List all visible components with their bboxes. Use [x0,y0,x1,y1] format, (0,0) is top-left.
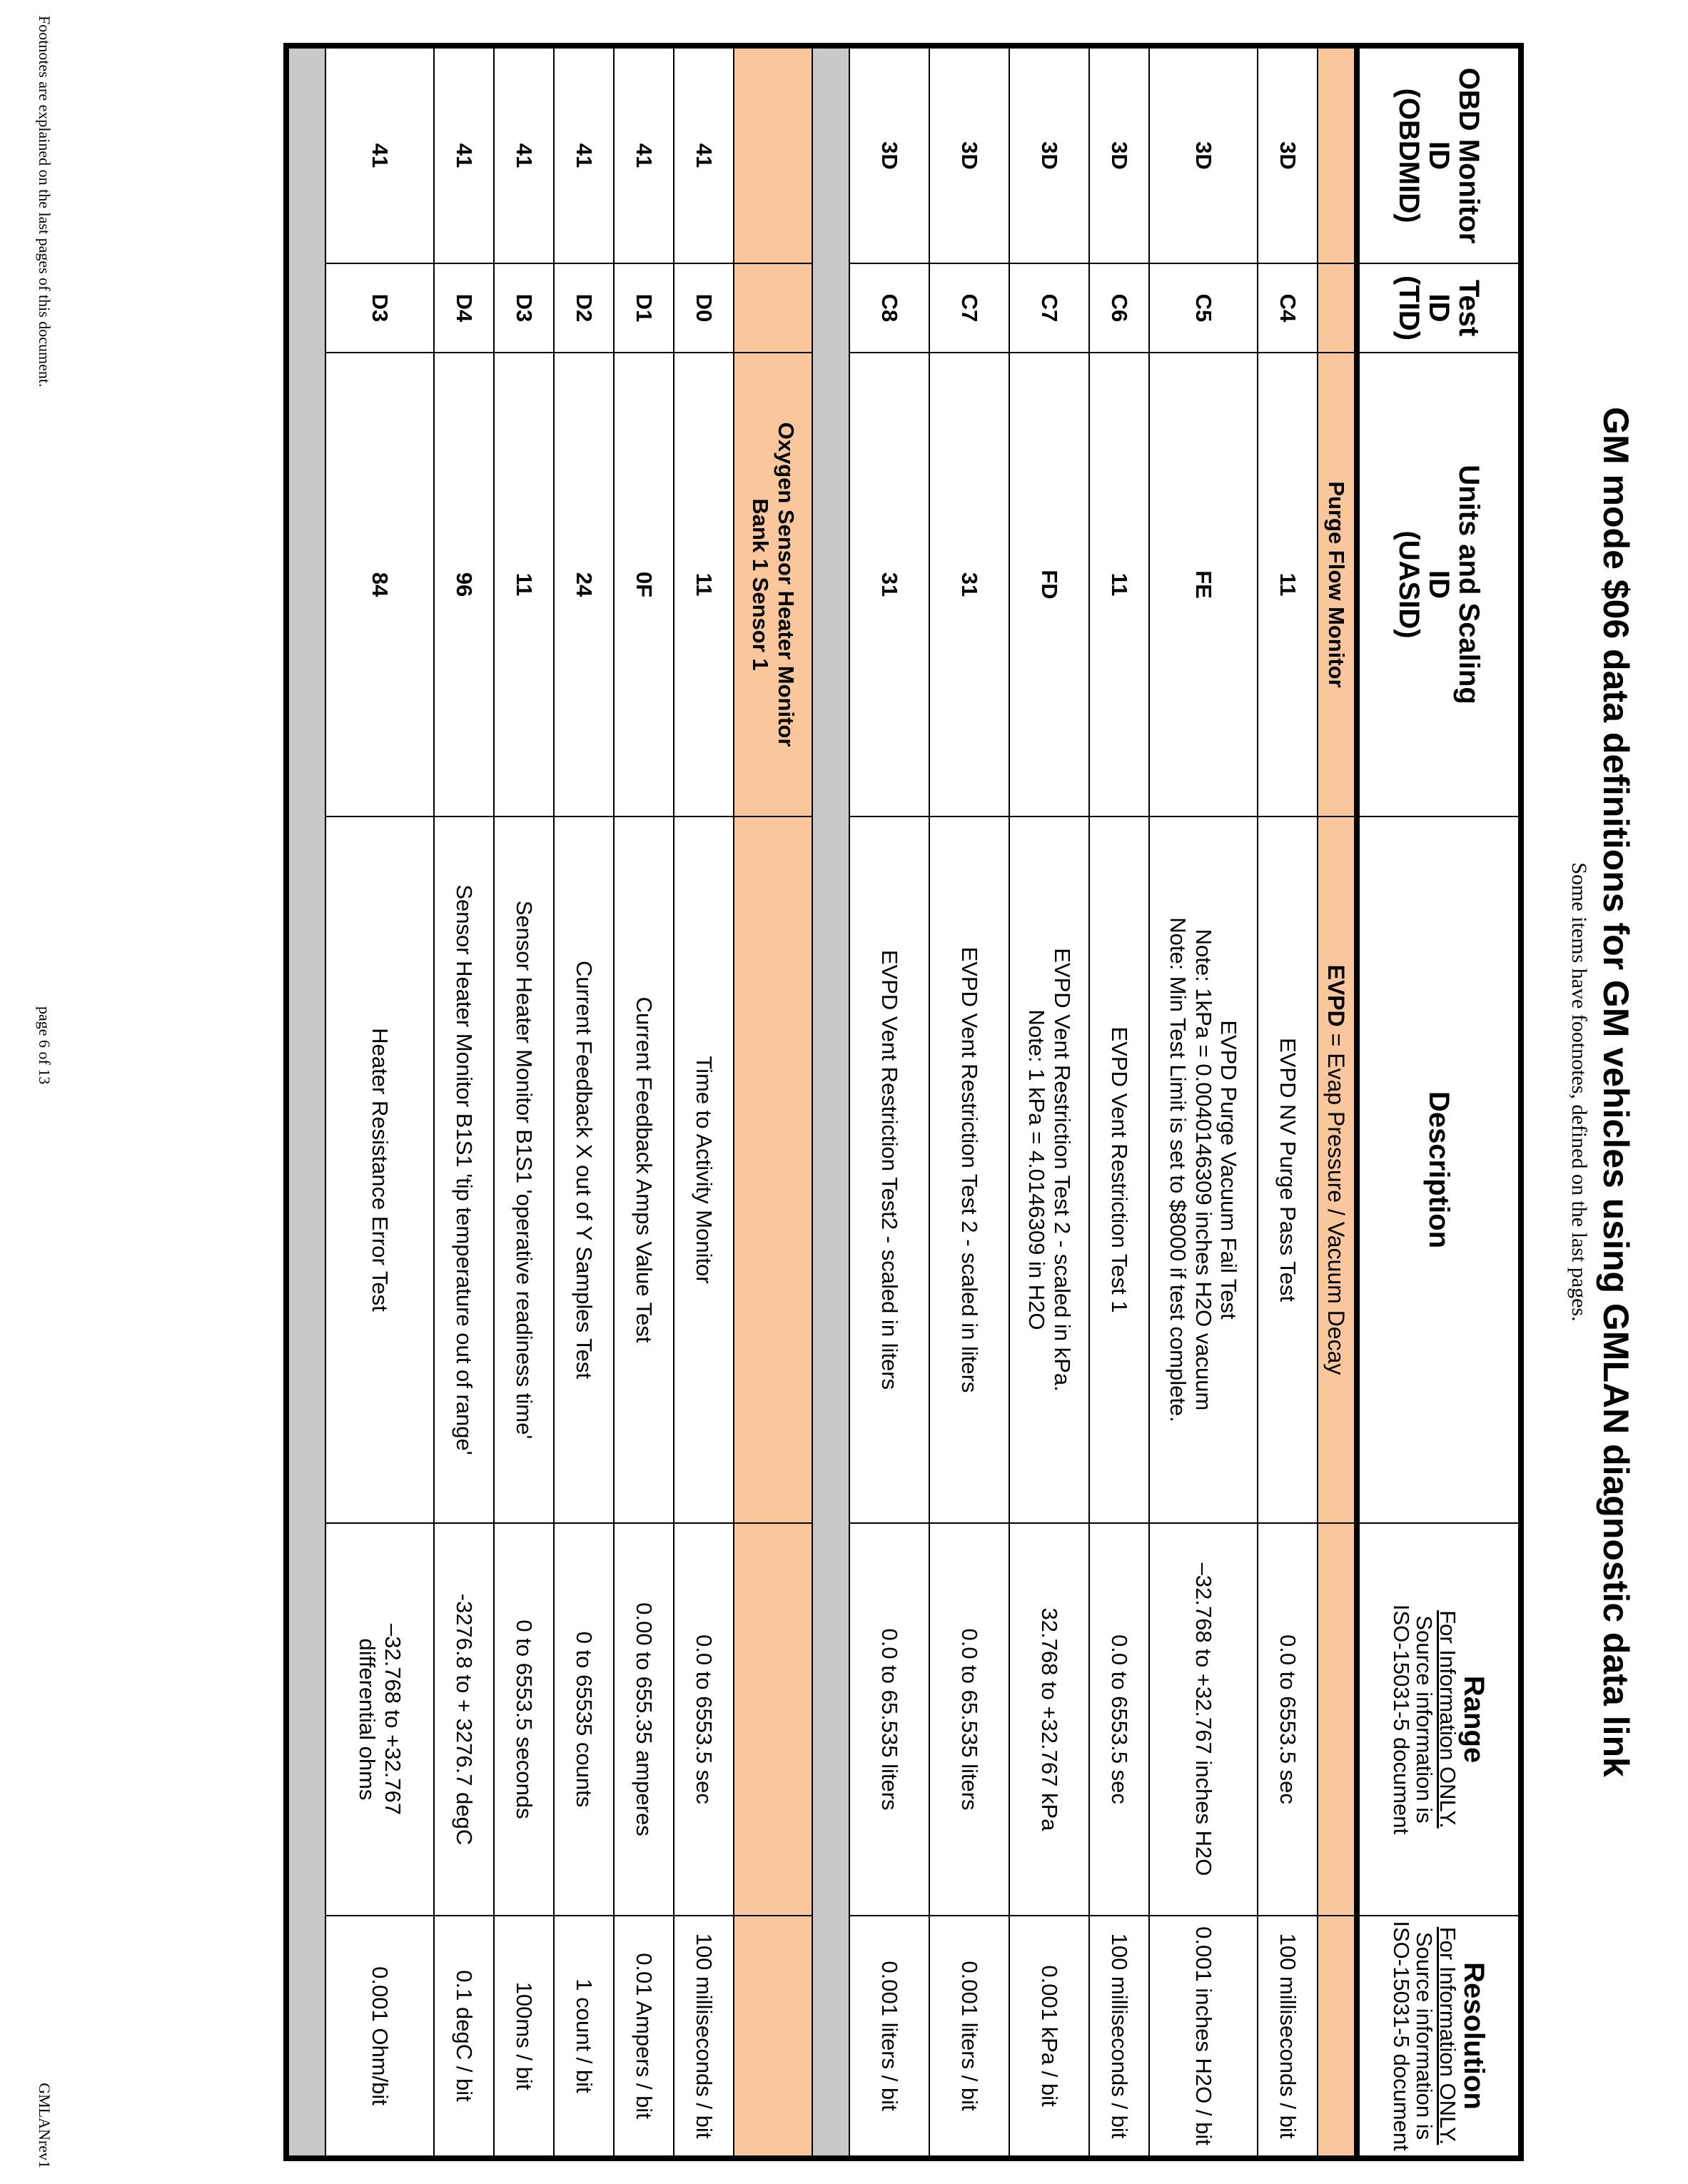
table-row [325,46,434,2158]
cell-description: EVPD Vent Restriction Test2 - scaled in liters [849,817,929,1523]
table-row [554,46,614,2158]
cell-uasid: 11 [1089,353,1149,817]
page-subtitle: Some items have footnotes, defined on the last pages. [1567,862,1591,1322]
cell-tid: D3 [325,263,434,353]
cell-uasid: 84 [325,353,434,817]
cell-uasid: 0F [614,353,674,817]
cell-description: Time to Activity Monitor [674,817,734,1523]
cell-uasid: 31 [929,353,1009,817]
cell-range: 0 to 6553.5 seconds [494,1523,554,1916]
cell-obdmid: 41 [434,46,494,263]
cell-description: EVPD Vent Restriction Test 2 - scaled in liters [929,817,1009,1523]
cell-obdmid: 3D [1258,46,1318,263]
page-title: GM mode $06 data definitions for GM vehicles using GMLAN diagnostic data link [1596,407,1636,1777]
cell-resolution: 0.001 liters / bit [849,1916,929,2158]
cell-range: –32.768 to +32.767 inches H2O [1149,1523,1258,1916]
mode06-table [283,43,1524,2161]
cell-tid: C7 [1009,263,1089,353]
col-header-resolution: Resolution For Information ONLY. Source information is ISO-15031-5 document [1357,1916,1521,2158]
cell-description: Sensor Heater Monitor B1S1 'tip temperature out of range' [434,817,494,1523]
cell-resolution: 0.001 kPa / bit [1009,1916,1089,2158]
cell-tid: D0 [674,263,734,353]
cell-resolution: 0.001 Ohm/bit [325,1916,434,2158]
col-header-uasid: Units and Scaling ID (UASID) [1357,353,1521,817]
cell-obdmid: 3D [1089,46,1149,263]
section-label: Oxygen Sensor Heater Monitor Bank 1 Sensor 1 [734,353,812,817]
cell-uasid: 96 [434,353,494,817]
col-header-tid: Test ID (TID) [1357,263,1521,353]
cell-resolution: 100 milliseconds / bit [674,1916,734,2158]
cell-obdmid: 3D [1009,46,1089,263]
footer-note: Footnotes are explained on the last pages of this document. [36,16,54,388]
cell-description: EVPD NV Purge Pass Test [1258,817,1318,1523]
cell-obdmid: 3D [849,46,929,263]
cell-uasid: 24 [554,353,614,817]
cell-description: EVPD Purge Vacuum Fail Test Note: 1kPa = 0.0040146309 inches H2O vacuum Note: Min Test Limit is set to $8000 if test complete. [1149,817,1258,1523]
col-header-range: Range For Information ONLY. Source information is ISO-15031-5 document [1357,1523,1521,1916]
cell-tid: D2 [554,263,614,353]
cell-uasid: 11 [494,353,554,817]
cell-range: 0.00 to 655.35 amperes [614,1523,674,1916]
table-row [434,46,494,2158]
separator-row [812,46,849,2158]
cell-range: 0.0 to 65.535 liters [849,1523,929,1916]
cell-resolution: 100 milliseconds / bit [1089,1916,1149,2158]
cell-uasid: FD [1009,353,1089,817]
cell-range: 0.0 to 65.535 liters [929,1523,1009,1916]
section-description: EVPD = Evap Pressure / Vacuum Decay [1318,817,1357,1523]
cell-uasid: FE [1149,353,1258,817]
cell-obdmid: 3D [1149,46,1258,263]
table-row [674,46,734,2158]
cell-range: 0.0 to 6553.5 sec [1258,1523,1318,1916]
cell-obdmid: 41 [674,46,734,263]
cell-range: 0.0 to 6553.5 sec [1089,1523,1149,1916]
section-row-o2-heater [734,46,812,2158]
cell-resolution: 100ms / bit [494,1916,554,2158]
cell-description: Current Feedback X out of Y Samples Test [554,817,614,1523]
table-row [849,46,929,2158]
table-row [494,46,554,2158]
cell-tid: D1 [614,263,674,353]
cell-range: –32.768 to +32.767 differential ohms [325,1523,434,1916]
cell-uasid: 11 [674,353,734,817]
table-row [1149,46,1258,2158]
table-row [614,46,674,2158]
cell-tid: D4 [434,263,494,353]
cell-resolution: 0.001 liters / bit [929,1916,1009,2158]
cell-obdmid: 3D [929,46,1009,263]
cell-resolution: 1 count / bit [554,1916,614,2158]
cell-resolution: 100 milliseconds / bit [1258,1916,1318,2158]
cell-range: 0.0 to 6553.5 sec [674,1523,734,1916]
cell-resolution: 0.01 Ampers / bit [614,1916,674,2158]
section-row-purge [1318,46,1357,2158]
col-header-obdmid: OBD Monitor ID (OBDMID) [1357,46,1521,263]
cell-obdmid: 41 [494,46,554,263]
cell-range: 0 to 65535 counts [554,1523,614,1916]
document-revision: GMLANrev1 [36,2083,54,2168]
table-row [1089,46,1149,2158]
table-row [1009,46,1089,2158]
table-row [929,46,1009,2158]
table-row [1258,46,1318,2158]
cell-tid: C6 [1089,263,1149,353]
cell-description: Heater Resistance Error Test [325,817,434,1523]
cell-resolution: 0.001 inches H2O / bit [1149,1916,1258,2158]
separator-row [286,46,325,2158]
cell-description: Current Feedback Amps Value Test [614,817,674,1523]
cell-range: 32.768 to +32.767 kPa [1009,1523,1089,1916]
cell-description: EVPD Vent Restriction Test 2 - scaled in kPa. Note: 1 kPa = 4.0146309 in H2O [1009,817,1089,1523]
cell-resolution: 0.1 degC / bit [434,1916,494,2158]
cell-obdmid: 41 [614,46,674,263]
cell-description: EVPD Vent Restriction Test 1 [1089,817,1149,1523]
cell-uasid: 11 [1258,353,1318,817]
cell-tid: C7 [929,263,1009,353]
cell-tid: D3 [494,263,554,353]
cell-tid: C5 [1149,263,1258,353]
header-row [1357,46,1521,2158]
cell-obdmid: 41 [554,46,614,263]
cell-tid: C8 [849,263,929,353]
cell-range: -3276.8 to + 3276.7 degC [434,1523,494,1916]
page-number: page 6 of 13 [36,1006,54,1085]
cell-description: Sensor Heater Monitor B1S1 'operative readiness time' [494,817,554,1523]
cell-obdmid: 41 [325,46,434,263]
cell-uasid: 31 [849,353,929,817]
section-label: Purge Flow Monitor [1318,353,1357,817]
cell-tid: C4 [1258,263,1318,353]
col-header-description: Description [1357,817,1521,1523]
